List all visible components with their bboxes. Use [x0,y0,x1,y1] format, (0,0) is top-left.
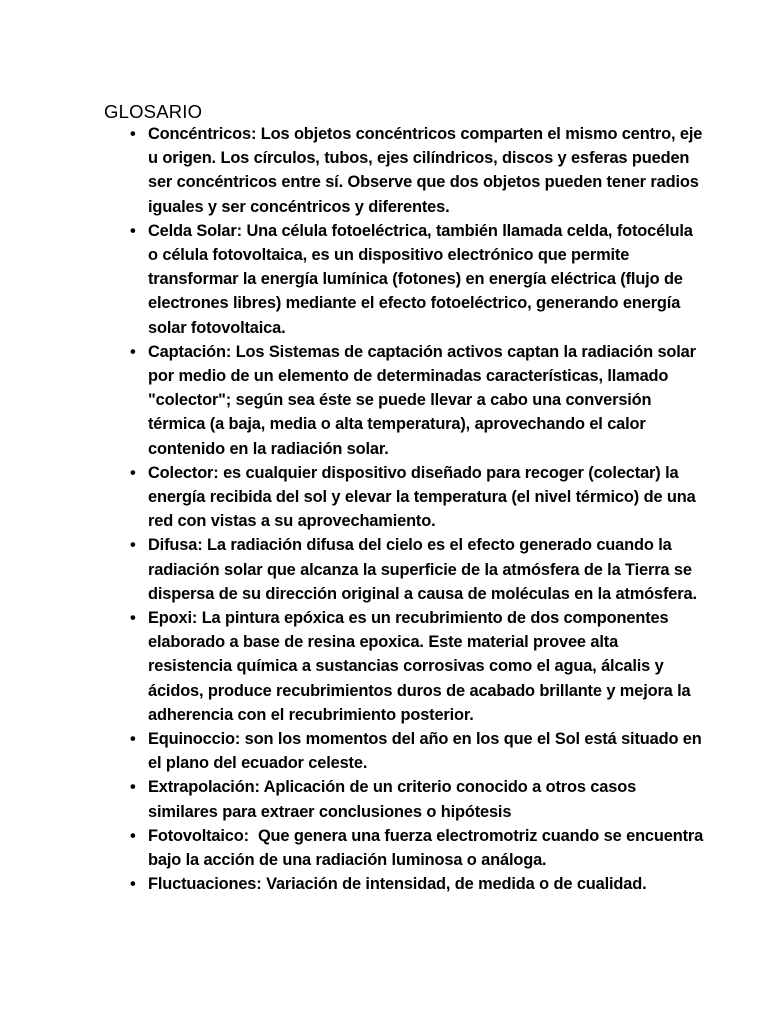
bullet-icon: • [130,463,136,482]
bullet-icon: • [130,826,136,845]
list-item [104,122,707,219]
list-item [104,824,708,872]
glossary-entry-text: Concéntricos: Los objetos concéntricos comparten el mismo centro, eje u origen. Los círculos, tubos, ejes cilíndricos, discos y esferas pueden ser concéntricos entre sí. Observe que dos objetos pueden tener radios iguales y ser concéntricos y diferentes. [148,125,707,216]
glossary-entry-text: Captación: Los Sistemas de captación activos captan la radiación solar por medio de un elemento de determinadas características, llamado "colector"; según sea éste se puede llevar a cabo una conversión térmica (a baja, media o alta temperatura), aprovechando el calor contenido en la radiación solar. [148,342,701,458]
glossary-entry-text: Extrapolación: Aplicación de un criterio conocido a otros casos similares para extraer conclusiones o hipótesis [148,778,641,821]
bullet-icon: • [130,221,136,240]
glossary-entry-text: Fotovoltaico: Que genera una fuerza electromotriz cuando se encuentra bajo la acción de una radiación luminosa o análoga. [148,826,708,870]
bullet-icon: • [130,730,136,749]
list-item [104,219,704,340]
list-item [104,533,704,606]
glossary-entry-text: Epoxi: La pintura epóxica es un recubrimiento de dos componentes elaborado a base de resina epoxica. Este material provee alta resistencia química a sustancias corrosivas como el agua, álcalis y ácidos, produce recubrimientos duros de acabado brillante y mejora la adherencia con el recubrimiento posterior. [148,609,696,724]
list-item [104,606,704,727]
glossary-entry-text: Fluctuaciones: Variación de intensidad, de medida o de cualidad. [148,875,647,894]
glossary-entry-text: Equinoccio: son los momentos del año en los que el Sol está situado en el plano del ecuador celeste. [148,730,707,773]
glossary-entry-text: Celda Solar: Una célula fotoeléctrica, también llamada celda, fotocélula o célula fotovoltaica, es un dispositivo electrónico que permite transformar la energía lumínica (fotones) en energía eléctrica (flujo de electrones libres) mediante el efecto fotoeléctrico, generando energía solar fotovoltaica. [148,221,698,337]
list-item [104,340,704,461]
bullet-icon: • [130,536,136,555]
bullet-icon: • [130,609,136,628]
bullet-icon: • [130,875,136,894]
bullet-icon: • [130,778,136,797]
bullet-icon: • [130,125,136,143]
page-title: GLOSARIO [104,101,203,123]
list-item [104,727,707,775]
glossary-entry-text: Colector: es cualquier dispositivo diseñado para recoger (colectar) la energía recibida del sol y elevar la temperatura (el nivel térmico) de una red con vistas a su aprovechamiento. [148,463,701,531]
list-item [104,872,704,896]
list-item [104,775,704,823]
bullet-icon: • [130,342,136,361]
glossary-entry-text: Difusa: La radiación difusa del cielo es el efecto generado cuando la radiación solar que alcanza la superficie de la atmósfera de la Tierra se dispersa de su dirección original a causa de moléculas en la atmósfera. [148,536,697,603]
list-item [104,461,704,534]
glossary-list [104,122,708,897]
